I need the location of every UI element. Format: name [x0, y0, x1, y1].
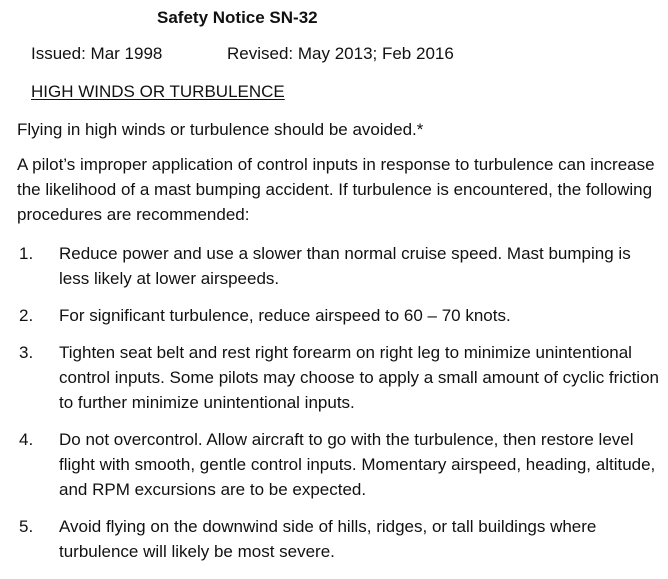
procedure-text: Avoid flying on the downwind side of hills, ridges, or tall buildings where turbulence will likely be most severe. [59, 517, 597, 561]
procedure-number: 2. [19, 306, 34, 325]
procedure-text: Do not overcontrol. Allow aircraft to go with the turbulence, then restore level flight with smooth, gentle control inputs. Momentary airspeed, heading, altitude, and RPM excursions are to be expected. [59, 430, 656, 499]
procedure-number: 3. [19, 343, 34, 362]
intro-paragraph: Flying in high winds or turbulence should be avoided.* [17, 120, 424, 139]
notice-dates [31, 43, 454, 65]
procedure-text: Reduce power and use a slower than normal cruise speed. Mast bumping is less likely at lower airspeeds. [59, 244, 631, 288]
issued-date: Issued: Mar 1998 [31, 44, 163, 63]
procedure-text: Tighten seat belt and rest right forearm on right leg to minimize unintentional control inputs. Some pilots may choose to apply a small amount of cyclic friction to further minimize unintentional inputs. [59, 343, 659, 412]
explanation-paragraph: A pilot’s improper application of control inputs in response to turbulence can increase the likelihood of a mast bumping accident. If turbulence is encountered, the following procedures are recommended: [17, 155, 655, 224]
notice-title: Safety Notice SN-32 [157, 8, 318, 27]
procedure-number: 1. [19, 244, 34, 263]
revised-dates: Revised: May 2013; Feb 2016 [227, 44, 454, 63]
section-heading: HIGH WINDS OR TURBULENCE [31, 82, 285, 101]
procedure-text: For significant turbulence, reduce airspeed to 60 – 70 knots. [59, 306, 511, 325]
procedure-number: 5. [19, 517, 34, 536]
procedure-number: 4. [19, 430, 34, 449]
